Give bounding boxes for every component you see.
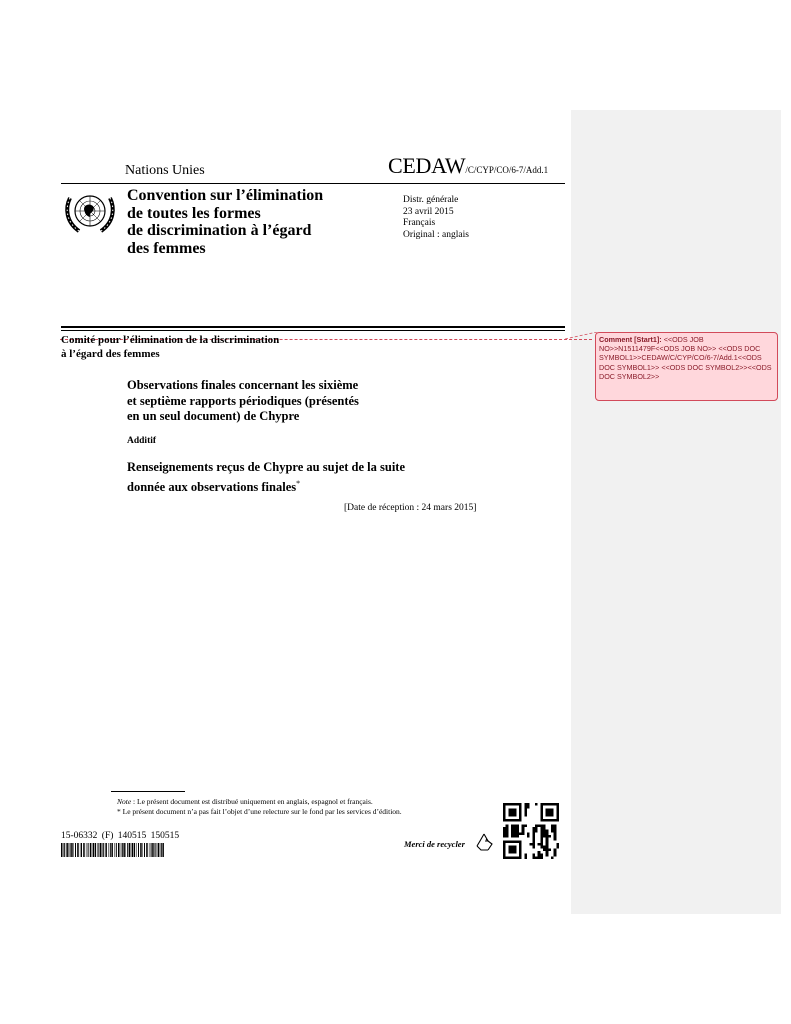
section-rule-thick <box>61 326 565 328</box>
note-text: : Le présent document est distribué uniquement en anglais, espagnol et français. <box>131 797 373 806</box>
title-line: de toutes les formes <box>127 204 261 222</box>
comment-label: Comment [Start1]: <box>599 335 662 344</box>
title-line: Convention sur l’élimination <box>127 187 324 204</box>
document-number: 15-06332 (F) 140515 150515 <box>61 831 180 841</box>
footnote-text: * Le présent document n’a pas fait l’objet d’une relecture sur le fond par les services d’édition. <box>117 807 402 816</box>
barcode-icon <box>61 843 165 857</box>
distribution-language: Français <box>403 218 436 228</box>
followup-line: donnée aux observations finales* <box>127 478 301 494</box>
addendum-label: Additif <box>127 436 157 446</box>
comment-text: <<ODS JOB NO>>N1511479F<<ODS JOB NO>> <<ODS DOC SYMBOL1>>CEDAW/C/CYP/CO/6-7/Add.1<<ODS DOC SYMBOL1>> <<ODS DOC SYMBOL2>><<ODS DOC SYMBOL2>> <box>599 335 772 381</box>
distribution-line: Distr. générale <box>403 195 459 205</box>
observations-line: et septième rapports périodiques (présentés <box>127 393 359 408</box>
title-line: de discrimination à l’égard <box>127 222 312 239</box>
committee-line: à l’égard des femmes <box>61 348 160 360</box>
qr-code-icon <box>503 803 559 859</box>
committee-line: Comité pour l’élimination de la discrimination <box>61 334 280 346</box>
distribution-original: Original : anglais <box>403 229 469 240</box>
committee-name <box>61 333 279 361</box>
distribution-date: 23 avril 2015 <box>403 206 454 217</box>
header-rule <box>61 183 565 184</box>
distribution-note <box>117 797 373 806</box>
convention-title <box>127 187 367 257</box>
followup-line: Renseignements reçus de Chypre au sujet de la suite <box>127 460 406 474</box>
recycle-icon <box>473 831 495 853</box>
followup-title <box>127 460 405 495</box>
title-line: des femmes <box>127 239 206 257</box>
footnote-mark: * <box>296 478 301 488</box>
note-label: Note <box>117 797 132 806</box>
comment-balloon[interactable] <box>595 332 778 401</box>
distribution-block <box>403 195 469 241</box>
symbol-sub: /C/CYP/CO/6-7/Add.1 <box>465 165 549 175</box>
footnote-rule <box>111 791 185 792</box>
observations-line: en un seul document) de Chypre <box>127 409 300 423</box>
recycle-label: Merci de recycler <box>404 839 465 849</box>
org-name: Nations Unies <box>125 163 205 178</box>
observations-title <box>127 378 359 425</box>
observations-line: Observations finales concernant les sixième <box>127 378 359 392</box>
comment-pane <box>571 110 781 914</box>
section-rule-thin <box>61 330 565 331</box>
reception-date: [Date de réception : 24 mars 2015] <box>344 503 477 513</box>
symbol-main: CEDAW <box>388 153 466 178</box>
document-symbol <box>388 153 548 179</box>
un-emblem-icon <box>61 186 119 238</box>
comment-connector <box>565 332 597 339</box>
